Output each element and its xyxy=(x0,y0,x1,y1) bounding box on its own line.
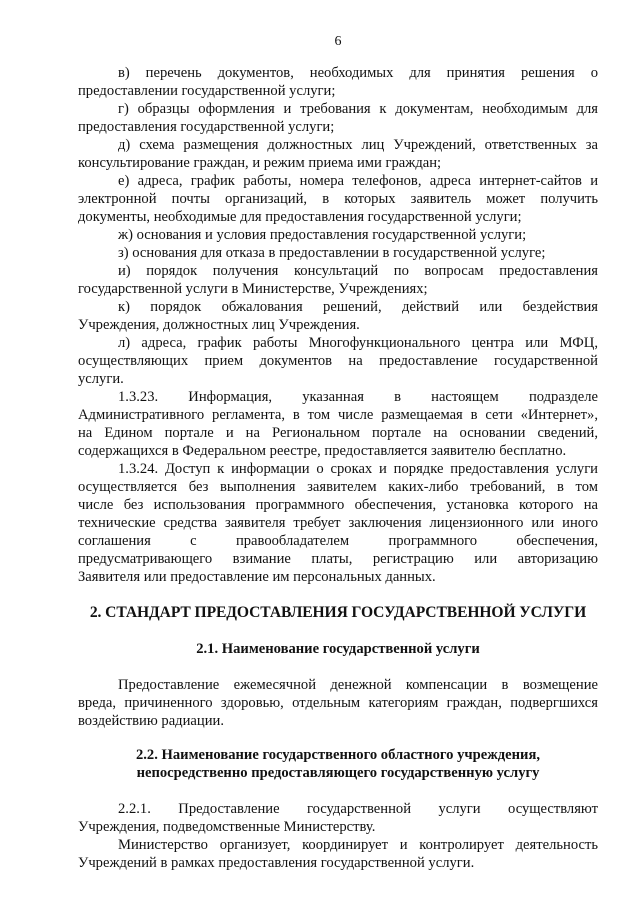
page-number: 6 xyxy=(334,34,342,49)
text-line: соглашения с правообладателем программного обеспечения, xyxy=(78,533,598,549)
text-line: д) схема размещения должностных лиц Учреждений, ответственных за xyxy=(118,137,598,153)
text-line: услуги. xyxy=(78,371,124,387)
text-line: воздействию радиации. xyxy=(78,713,224,729)
text-line: числе без использования программного обеспечения, установка которого на xyxy=(78,497,598,513)
text-line: г) образцы оформления и требования к документам, необходимым для xyxy=(118,101,598,117)
subsection-heading: 2.2. Наименование государственного областного учреждения, xyxy=(135,747,541,763)
text-line: и) порядок получения консультаций по вопросам предоставления xyxy=(118,263,598,279)
section-heading: 2. СТАНДАРТ ПРЕДОСТАВЛЕНИЯ ГОСУДАРСТВЕННОЙ УСЛУГИ xyxy=(89,604,587,621)
text-line: Предоставление ежемесячной денежной компенсации в возмещение xyxy=(118,677,598,693)
text-line: на Едином портале и на Региональном портале на основании сведений, xyxy=(78,425,598,441)
text-line: осуществляется без выполнения заявителем каких-либо требований, в том xyxy=(78,479,598,495)
text-line: Учреждений в рамках предоставления государственной услуги. xyxy=(78,855,475,871)
text-line: содержащихся в Федеральном реестре, предоставляется заявителю бесплатно. xyxy=(78,443,567,459)
text-line: осуществляющих прием документов на предоставление государственной xyxy=(78,353,598,369)
text-line: предоставлении государственной услуги; xyxy=(78,83,336,99)
text-line: предоставления государственной услуги; xyxy=(78,119,335,135)
text-line: з) основания для отказа в предоставлении в государственной услуге; xyxy=(118,245,546,261)
text-line: технические средства заявителя требует заключения лицензионного или иного xyxy=(78,515,598,531)
text-line: 1.3.23. Информация, указанная в настоящем подразделе xyxy=(118,389,598,405)
text-line: в) перечень документов, необходимых для принятия решения о xyxy=(118,65,598,81)
text-line: Административного регламента, в том числе размещаемая в сети «Интернет», xyxy=(78,407,598,423)
subsection-heading: 2.1. Наименование государственной услуги xyxy=(196,641,480,657)
text-line: 1.3.24. Доступ к информации о сроках и порядке предоставления услуги xyxy=(118,461,598,477)
text-line: Министерство организует, координирует и контролирует деятельность xyxy=(118,837,598,853)
text-line: к) порядок обжалования решений, действий или бездействия xyxy=(118,299,598,315)
subsection-heading: непосредственно предоставляющего государственную услугу xyxy=(136,765,540,781)
text-line: Учреждения, подведомственные Министерству. xyxy=(78,819,376,835)
text-line: электронной почты организаций, в которых заявитель может получить xyxy=(78,191,598,207)
text-line: государственной услуги в Министерстве, Учреждениях; xyxy=(78,281,428,297)
text-line: 2.2.1. Предоставление государственной услуги осуществляют xyxy=(118,801,598,817)
text-line: предусматривающего взимание платы, регистрацию или авторизацию xyxy=(78,551,598,567)
text-line: консультирование граждан, и режим приема ими граждан; xyxy=(78,155,442,171)
text-line: ж) основания и условия предоставления государственной услуги; xyxy=(118,227,527,243)
text-line: Заявителя или предоставление им персональных данных. xyxy=(78,569,436,585)
text-line: вреда, причиненного здоровью, отдельным категориям граждан, подвергшихся xyxy=(78,695,598,711)
text-line: документы, необходимые для предоставления государственной услуги; xyxy=(78,209,522,225)
text-line: е) адреса, график работы, номера телефонов, адреса интернет-сайтов и xyxy=(118,173,598,189)
text-line: л) адреса, график работы Многофункционального центра или МФЦ, xyxy=(118,335,598,351)
text-line: Учреждения, должностных лиц Учреждения. xyxy=(78,317,360,333)
